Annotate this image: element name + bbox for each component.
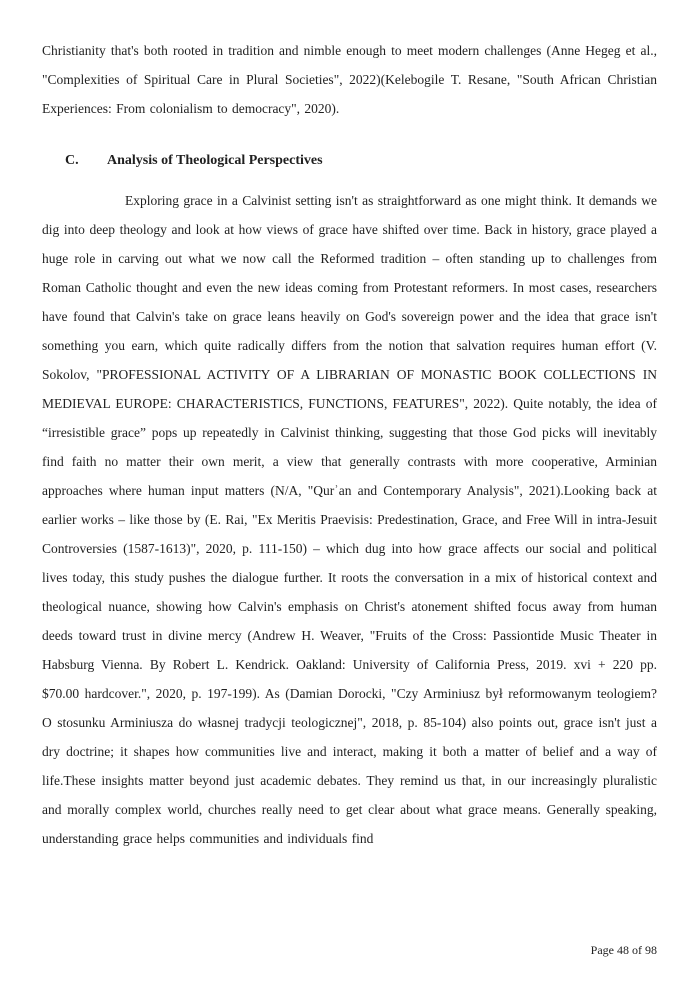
heading-label: C. <box>65 153 79 168</box>
paragraph-continuation: Christianity that's both rooted in tradition and nimble enough to meet modern challenges (Anne Hegeg et al., "Complexities of Spiritual Care in Plural Societies", 2022)(Kelebogile T. Resane, "South African Christian Experiences: From colonialism to democracy", 2020). <box>42 43 657 116</box>
page-number: Page 48 of 98 <box>590 943 657 957</box>
heading-title: Analysis of Theological Perspectives <box>107 153 323 168</box>
section-heading <box>42 146 657 175</box>
paragraph-body: Exploring grace in a Calvinist setting isn't as straightforward as one might think. It demands we dig into deep theology and look at how views of grace have shifted over time. Back in history, grace played a huge role in carving out what we now call the Reformed tradition – often standing up to challenges from Roman Catholic thought and even the new ideas coming from Protestant reformers. In most cases, researchers have found that Calvin's take on grace leans heavily on God's sovereign power and the idea that grace isn't something you earn, which quite radically differs from the notion that salvation requires human effort (V. Sokolov, "PROFESSIONAL ACTIVITY OF A LIBRARIAN OF MONASTIC BOOK COLLECTIONS IN MEDIEVAL EUROPE: CHARACTERISTICS, FUNCTIONS, FEATURES", 2022). Quite notably, the idea of “irresistible grace” pops up repeatedly in Calvinist thinking, suggesting that those God picks will inevitably find faith no matter their own merit, a view that generally contrasts with more cooperative, Arminian approaches where human input matters (N/A, "Qurʾan and Contemporary Analysis", 2021).Looking back at earlier works – like those by (E. Rai, "Ex Meritis Praevisis: Predestination, Grace, and Free Will in intra-Jesuit Controversies (1587-1613)", 2020, p. 111-150) – which dug into how grace affects our social and political lives today, this study pushes the dialogue further. It roots the conversation in a mix of historical context and theological nuance, showing how Calvin's emphasis on Christ's atonement shifted focus away from human deeds toward trust in divine mercy (Andrew H. Weaver, "Fruits of the Cross: Passiontide Music Theater in Habsburg Vienna. By Robert L. Kendrick. Oakland: University of California Press, 2019. xvi + 220 pp. $70.00 hardcover.", 2020, p. 197-199). As (Damian Dorocki, "Czy Arminiusz był reformowanym teologiem? O stosunku Arminiusza do własnej tradycji teologicznej", 2018, p. 85-104) also points out, grace isn't just a dry doctrine; it shapes how communities live and interact, making it both a matter of belief and a way of life.These insights matter beyond just academic debates. They remind us that, in our increasingly pluralistic and morally complex world, churches really need to get clear about what grace means. Generally speaking, understanding grace helps communities and individuals find <box>42 193 657 846</box>
